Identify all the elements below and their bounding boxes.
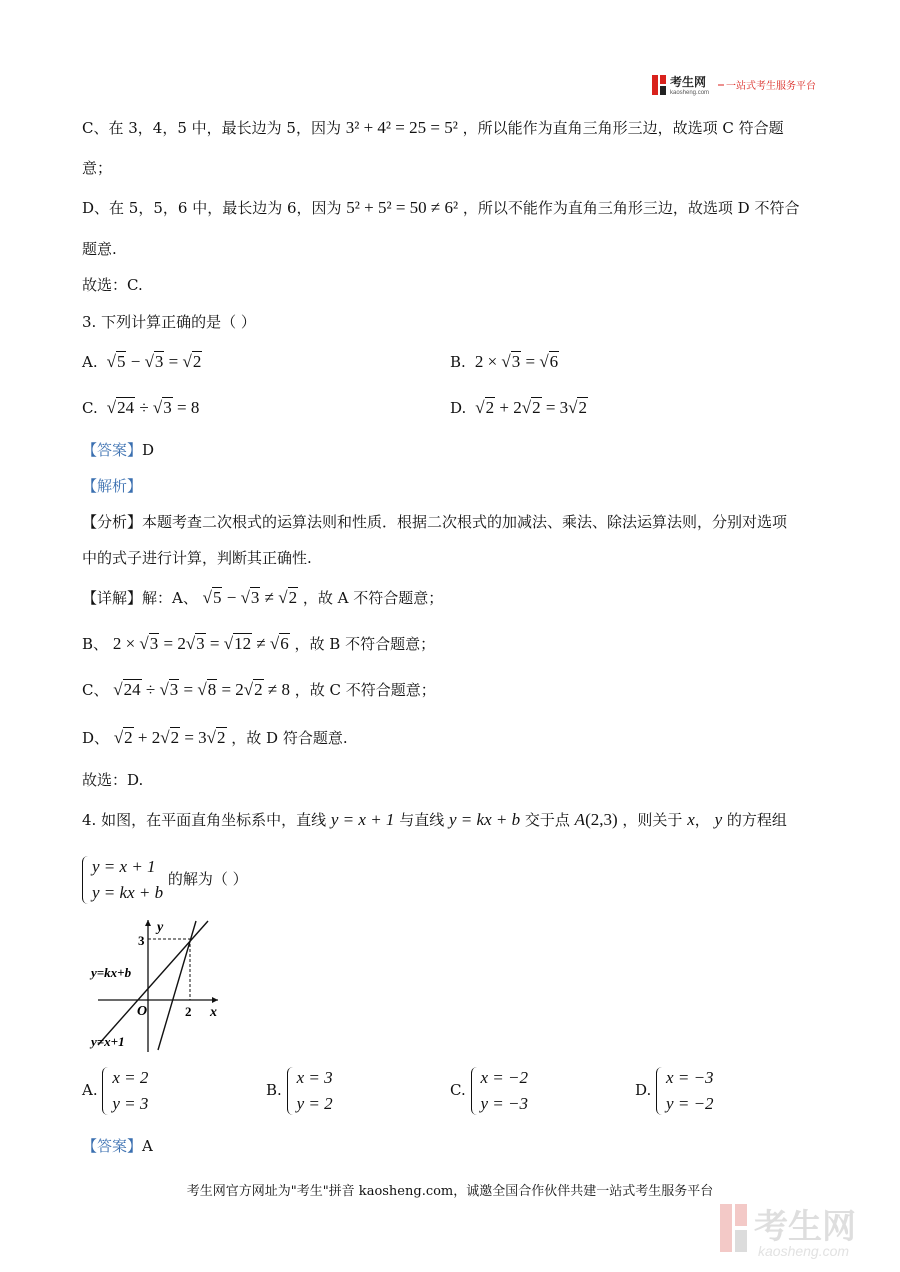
footer-text: 考生网官方网址为"考生"拼音 kaosheng.com，诚邀全国合作伙伴共建一站式考生服务平台 bbox=[186, 1184, 714, 1199]
line-kx-b bbox=[98, 921, 208, 1045]
q4-option-d: D. x = −3 y = −2 bbox=[635, 1065, 714, 1117]
d-prefix: D、在 5，5，6 中，最长边为 6，因为 bbox=[82, 199, 342, 217]
para-c bbox=[82, 118, 784, 138]
header-sub-brand: kaosheng.com bbox=[670, 90, 710, 96]
q4-answer: 【答案】A bbox=[82, 1137, 153, 1155]
q4-option-c: C. x = −2 y = −3 bbox=[450, 1065, 528, 1117]
graph-y-label: y bbox=[157, 920, 164, 935]
xiangjie-tag: 【详解】 bbox=[82, 589, 143, 607]
q4-graph bbox=[88, 915, 238, 1055]
graph-origin: O bbox=[137, 1004, 148, 1019]
watermark-logo bbox=[718, 1198, 888, 1260]
q4-answer-value: A bbox=[142, 1137, 153, 1155]
graph-tick-3: 3 bbox=[138, 933, 145, 948]
xiangjie-c: C、 √24 ÷ √3 = √8 = 2√2 ≠ 8 ，故 C 不符合题意； bbox=[82, 680, 436, 699]
graph-line2-label: y=x+1 bbox=[91, 1034, 125, 1049]
answer-tag: 【答案】 bbox=[82, 441, 143, 459]
c-formula: 3² + 4² = 25 = 5² bbox=[345, 118, 458, 137]
para-c-cont: 意； bbox=[82, 159, 113, 177]
para-d-cont: 题意. bbox=[82, 240, 117, 258]
q4-option-a: A. x = 2 y = 3 bbox=[82, 1065, 148, 1117]
choose-d: 故选：D. bbox=[82, 771, 144, 789]
q4-option-b: B. x = 3 y = 2 bbox=[266, 1065, 333, 1117]
xiangjie-d: D、 √2 + 2√2 = 3√2 ，故 D 符合题意. bbox=[82, 728, 348, 747]
answer-value: D bbox=[142, 441, 155, 459]
watermark-sub: kaosheng.com bbox=[758, 1243, 850, 1259]
analysis-tag: 【解析】 bbox=[82, 477, 143, 495]
c-prefix: C、在 3，4，5 中，最长边为 5，因为 bbox=[82, 119, 341, 137]
d-suffix: ，所以不能作为直角三角形三边，故选项 D 不符合 bbox=[462, 199, 800, 217]
q3-option-d: D. √2 + 2√2 = 3√2 bbox=[450, 398, 587, 417]
graph-x-label: x bbox=[210, 1005, 217, 1020]
fenxi-tag: 【分析】 bbox=[82, 513, 143, 531]
fenxi-line-1: 【分析】本题考查二次根式的运算法则和性质．根据二次根式的加减法、乘法、除法运算法则，分别对选项 bbox=[82, 513, 788, 531]
graph-line1-label: y=kx+b bbox=[91, 965, 132, 980]
watermark-brand: 考生网 bbox=[754, 1208, 856, 1246]
q3-option-c: C. √24 ÷ √3 = 8 bbox=[82, 398, 200, 417]
d-formula: 5² + 5² = 50 ≠ 6² bbox=[346, 198, 459, 217]
xiangjie-b: B、 2 × √3 = 2√3 = √12 ≠ √6 ，故 B 不符合题意； bbox=[82, 634, 436, 653]
q4-system: y = x + 1 y = kx + b 的解为（ ） bbox=[82, 854, 248, 906]
graph-tick-2: 2 bbox=[185, 1004, 192, 1019]
para-d bbox=[82, 198, 799, 218]
q4-stem: 4. 如图，在平面直角坐标系中，直线 y = x + 1 与直线 y = kx + b 交于点 A(2,3) ，则关于 x， y 的方程组 bbox=[82, 810, 787, 829]
header-slogan: 一站式考生服务平台 bbox=[726, 81, 816, 92]
q3-title: 3. 下列计算正确的是（ ） bbox=[82, 313, 256, 331]
q3-option-a: A. √5 − √3 = √2 bbox=[82, 352, 202, 371]
choose-c: 故选：C. bbox=[82, 276, 143, 294]
header-brand: 考生网 bbox=[670, 75, 707, 89]
c-suffix: ，所以能作为直角三角形三边，故选项 C 符合题 bbox=[462, 119, 784, 137]
header-logo bbox=[650, 73, 820, 97]
xiangjie-a: 【详解】解：A、 √5 − √3 ≠ √2 ，故 A 不符合题意； bbox=[82, 588, 444, 607]
q4-equation-system: y = x + 1 y = kx + b bbox=[82, 854, 163, 906]
fenxi-line-2: 中的式子进行计算，判断其正确性. bbox=[82, 549, 312, 567]
q3-option-b: B. 2 × √3 = √6 bbox=[450, 352, 559, 371]
q3-answer bbox=[82, 440, 154, 460]
